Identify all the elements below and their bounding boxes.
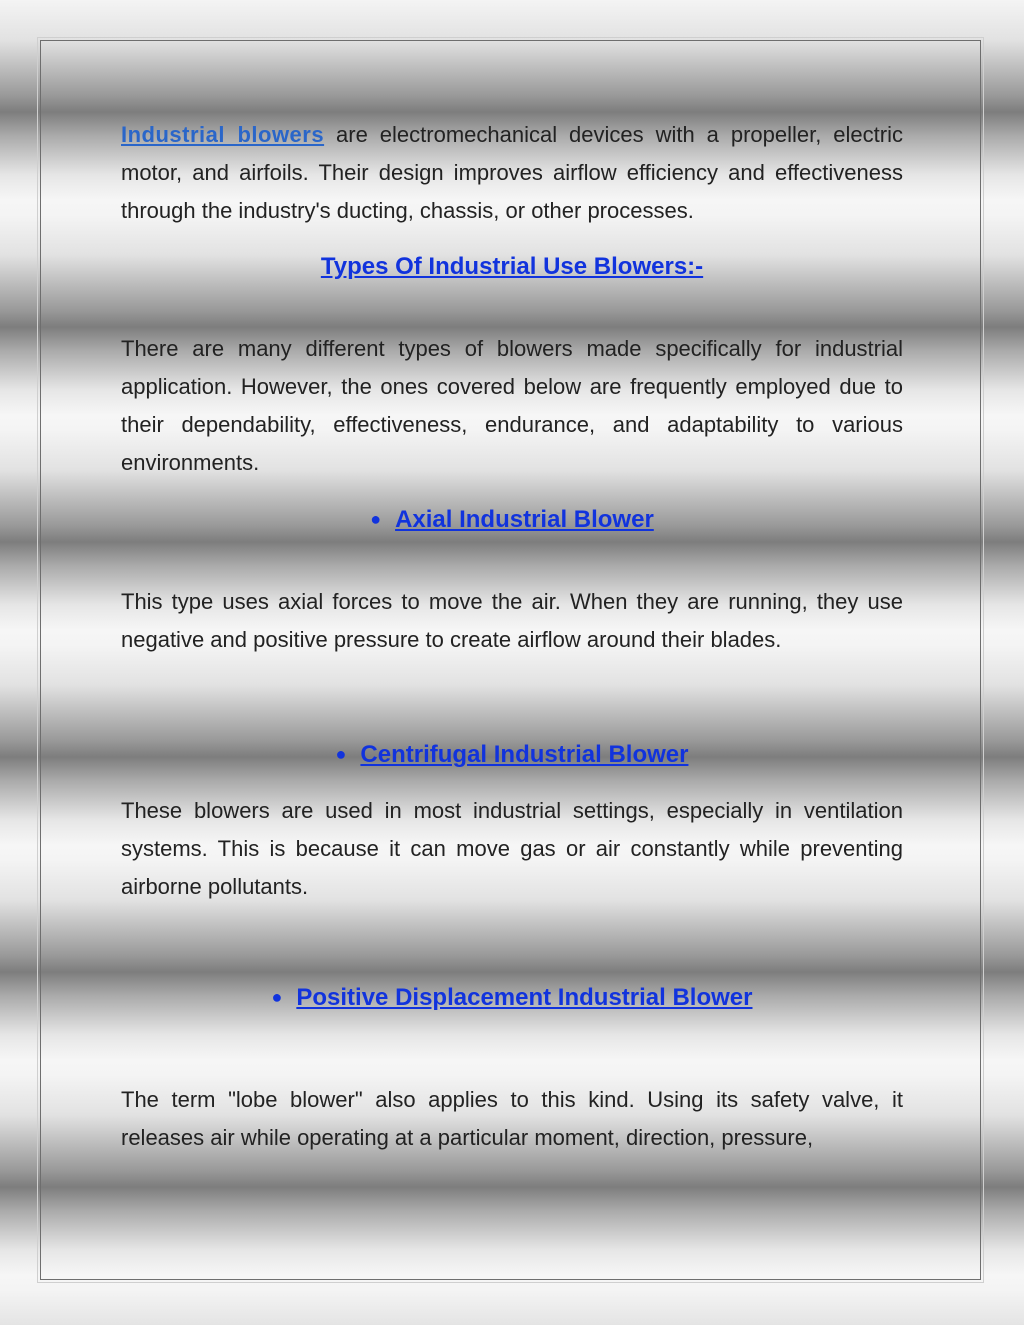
section-body-centrifugal: These blowers are used in most industrial settings, especially in ventilation systems. This is because it can move gas or air constantly while preventing airborne pollutants. [121, 798, 903, 899]
section-title-centrifugal[interactable]: Centrifugal Industrial Blower [360, 741, 689, 768]
bullet-icon: ● [335, 744, 347, 764]
intro-text: are electromechanical devices with a propeller, electric motor, and airfoils. Their design improves airflow efficiency and effectiveness through the industry's ducting, chassis, or other processes. [121, 122, 903, 223]
section-title-axial[interactable]: Axial Industrial Blower [395, 506, 654, 533]
section-heading-axial[interactable] [121, 502, 903, 537]
bullet-icon: ● [271, 987, 283, 1007]
intro-paragraph [121, 116, 903, 230]
bullet-icon: ● [370, 509, 382, 529]
section-heading-centrifugal[interactable] [121, 737, 903, 772]
industrial-blowers-link[interactable]: Industrial blowers [121, 122, 325, 147]
section-body-axial: This type uses axial forces to move the air. When they are running, they use negative and positive pressure to create airflow around their blades. [121, 589, 903, 652]
section-heading-positive-displacement[interactable] [121, 980, 903, 1015]
types-heading-label[interactable]: Types Of Industrial Use Blowers:- [320, 253, 704, 280]
types-heading[interactable] [121, 250, 903, 284]
document-content [121, 116, 903, 1157]
section-title-positive-displacement[interactable]: Positive Displacement Industrial Blower [296, 984, 753, 1011]
types-intro-paragraph: There are many different types of blowers made specifically for industrial application. However, the ones covered below are frequently employed due to their dependability, effectiveness, endurance, and adaptability to various environments. [121, 336, 903, 475]
section-body-positive-displacement: The term "lobe blower" also applies to this kind. Using its safety valve, it releases air while operating at a particular moment, direction, pressure, [121, 1087, 903, 1150]
